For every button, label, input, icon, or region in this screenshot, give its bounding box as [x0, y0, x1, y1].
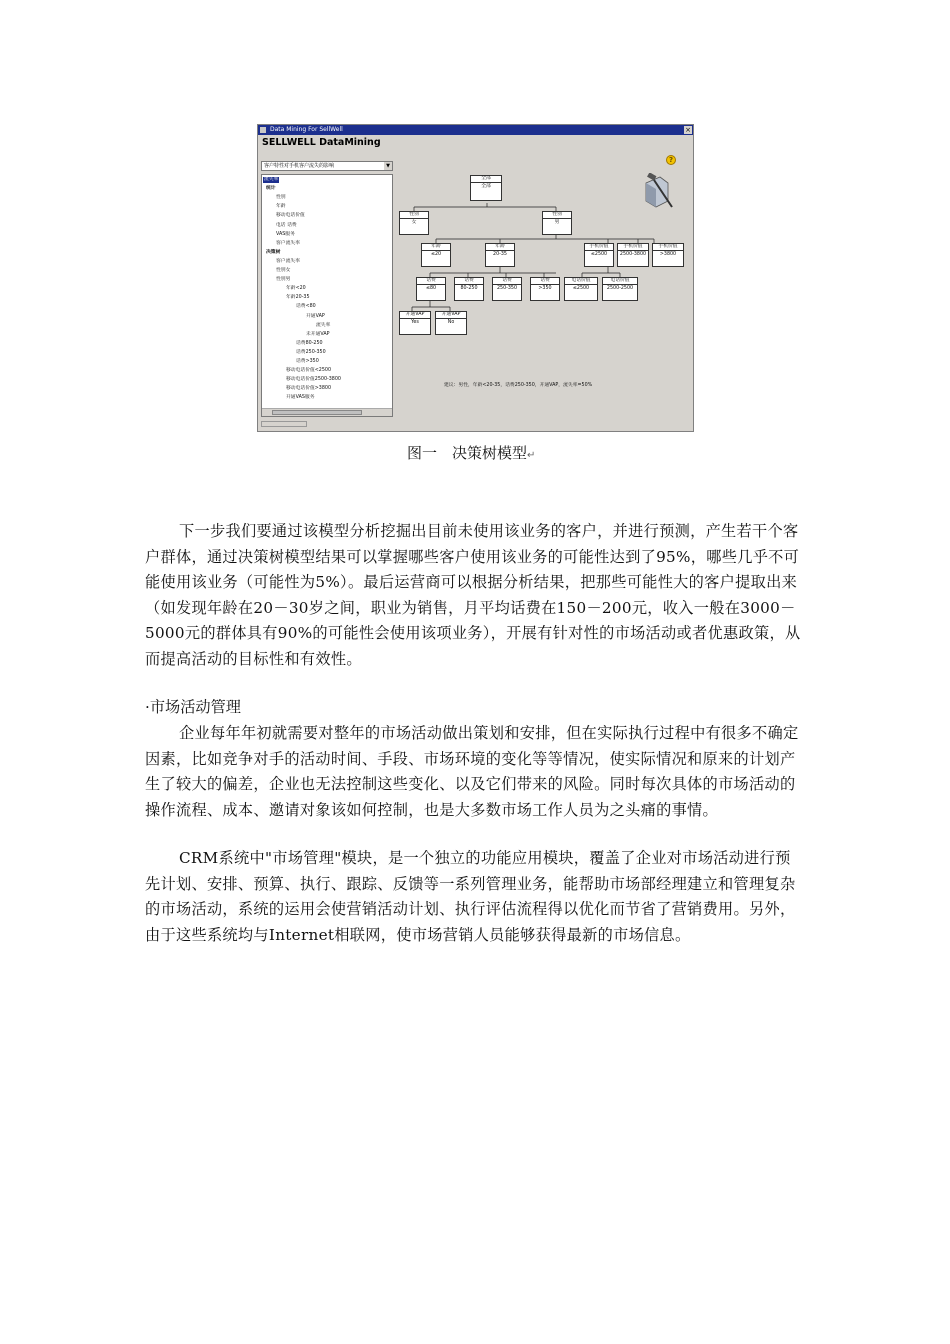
- tree-node-male[interactable]: [542, 211, 572, 235]
- tree-node-value: 女: [411, 220, 417, 225]
- tree-node-value: ≤20: [430, 252, 442, 257]
- tree-node-header: 年龄: [486, 244, 514, 251]
- paragraph-planning: [145, 721, 805, 823]
- tree-node-value: 2500-2500: [606, 286, 634, 291]
- tree-item[interactable]: 决策树: [266, 249, 281, 255]
- tree-item[interactable]: 开通VAP: [306, 313, 325, 319]
- tree-node-header: 性别: [543, 212, 571, 219]
- tree-node-header: 话费: [493, 278, 521, 285]
- tree-node-vap-no[interactable]: [435, 311, 467, 335]
- tree-node-value: ≤2500: [572, 286, 590, 291]
- tree-node-header: 话费: [417, 278, 445, 285]
- close-icon[interactable]: ×: [685, 126, 691, 134]
- tree-item[interactable]: 话费80-250: [296, 340, 323, 346]
- scrollbar-thumb[interactable]: [272, 410, 362, 415]
- tree-item[interactable]: 流失率: [264, 177, 279, 182]
- tree-item[interactable]: 话费>350: [296, 359, 319, 364]
- tree-node-value: 2500-3800: [619, 252, 647, 257]
- tree-node-header: 年龄: [422, 244, 450, 251]
- tree-pane[interactable]: [261, 174, 393, 417]
- tree-connectors: [396, 173, 694, 373]
- tree-item[interactable]: 统计: [266, 186, 276, 192]
- tree-node-value: 20-35: [493, 252, 507, 257]
- tree-item[interactable]: 开通VAS服务: [286, 395, 315, 401]
- paragraph-planning-text: 企业每年年初就需要对整年的市场活动做出策划和安排，但在实际执行过程中有很多不确定因素，比如竞争对手的活动时间、手段、市场环境的变化等等情况，使实际情况和原来的计划产生了较大的偏差，企业也无法控制这些变化、以及它们带来的风险。同时每次具体的市场活动的操作流程、成本、邀请对象该如何控制，也是大多数市场工作人员为之头痛的事情。: [145, 724, 799, 819]
- paragraph-prediction: [145, 519, 805, 673]
- datamining-window: [257, 124, 694, 432]
- tree-item[interactable]: 性别女: [276, 268, 291, 273]
- tree-node-value: ≤2500: [590, 252, 608, 257]
- analysis-select[interactable]: [261, 161, 393, 171]
- app-icon: [260, 127, 266, 133]
- tree-node-value: ≤80: [425, 286, 437, 291]
- tree-item[interactable]: 话费250-350: [296, 349, 326, 355]
- paragraph-mark: ↵: [527, 450, 536, 461]
- window-title: Data Mining For SellWell: [270, 126, 343, 133]
- brand-title: SELLWELL DataMining: [262, 137, 381, 148]
- tree-node-header: 性别: [400, 212, 428, 219]
- tree-item[interactable]: 性别男: [276, 277, 291, 283]
- tree-node-fee-1[interactable]: [416, 277, 446, 301]
- tree-item[interactable]: 流失率: [316, 322, 331, 328]
- analysis-select-value: 客户特性对手机客户流失的影响: [264, 163, 335, 169]
- tree-item[interactable]: 移动电话价值<2500: [286, 368, 332, 374]
- tree-node-age-2[interactable]: [485, 243, 515, 267]
- tree-node-header: 手机价值: [585, 244, 613, 251]
- tree-node-value: Yes: [411, 320, 419, 325]
- paragraph-crm: [145, 846, 805, 948]
- tree-node-header: 电话价值: [565, 278, 597, 285]
- tree-item[interactable]: 性别: [276, 195, 286, 201]
- tree-node-header: 全部: [471, 176, 501, 183]
- tree-item[interactable]: 移动电话价值>3800: [286, 386, 332, 392]
- figure-caption-text: 图一 决策树模型: [407, 444, 528, 462]
- tree-node-fee-2[interactable]: [454, 277, 484, 301]
- tree-item[interactable]: 客户流失率: [276, 258, 300, 264]
- chevron-down-icon[interactable]: ▼: [384, 162, 392, 170]
- tree-item[interactable]: 话费<80: [296, 304, 316, 310]
- tree-item[interactable]: 移动电话价值: [276, 213, 305, 219]
- tree-node-phone-2[interactable]: [617, 243, 649, 267]
- status-bar: [261, 421, 307, 427]
- tree-item[interactable]: 客户流失率: [276, 240, 300, 246]
- tree-item[interactable]: 年龄<20: [286, 286, 306, 292]
- tree-node-value: >3800: [659, 252, 677, 257]
- tree-node-fee-3[interactable]: [492, 277, 522, 301]
- tree-node-header: 话费: [531, 278, 559, 285]
- tree-item[interactable]: 移动电话价值2500-3800: [286, 377, 341, 383]
- tree-item[interactable]: 未开通VAP: [306, 331, 330, 337]
- horizontal-scrollbar[interactable]: [262, 408, 392, 416]
- help-icon[interactable]: ?: [666, 155, 676, 165]
- tree-node-header: 开通VAP: [400, 312, 430, 319]
- tree-node-value: 80-250: [460, 286, 478, 291]
- tree-item[interactable]: VAS服务: [276, 231, 295, 237]
- tree-legend: 建议：男性，年龄<20-35，话费250-350，开通VAP，流失率=50%: [444, 383, 593, 388]
- tree-item[interactable]: 年龄: [276, 204, 286, 210]
- tree-node-value: 全部: [481, 184, 491, 189]
- tree-node-header: 电话价值: [603, 278, 637, 285]
- tree-item[interactable]: 电话 话费: [276, 222, 297, 228]
- tree-node-female[interactable]: [399, 211, 429, 235]
- tree-node-value: No: [447, 320, 455, 325]
- tree-node-value: 男: [554, 220, 560, 225]
- window-titlebar: [258, 125, 693, 135]
- paragraph-prediction-text: 下一步我们要通过该模型分析挖掘出目前未使用该业务的客户，并进行预测，产生若干个客户群体，通过决策树模型结果可以掌握哪些客户使用该业务的可能性达到了95%，哪些几乎不可能使用该业务（可能性为5%）。最后运营商可以根据分析结果，把那些可能性大的客户提取出来（如发现年龄在20－30岁之间，职业为销售，月平均话费在150－200元，收入一般在3000－5000元的群体具有90%的可能性会使用该项业务），开展有针对性的市场活动或者优惠政策，从而提高活动的目标性和有效性。: [145, 522, 801, 668]
- tree-node-phone-3[interactable]: [652, 243, 684, 267]
- tree-node-phone-1[interactable]: [584, 243, 614, 267]
- section-heading-marketing: ·市场活动管理: [145, 698, 241, 716]
- tree-node-value: 250-350: [496, 286, 518, 291]
- tree-node-header: 手机价值: [653, 244, 683, 251]
- tree-node-vap-yes[interactable]: [399, 311, 431, 335]
- figure-caption: [407, 442, 535, 463]
- tree-node-pfee-2[interactable]: [602, 277, 638, 301]
- tree-node-value: >350: [538, 286, 552, 291]
- tree-item[interactable]: 年龄20-35: [286, 295, 310, 301]
- tree-node-header: 话费: [455, 278, 483, 285]
- tree-node-root[interactable]: [470, 175, 502, 201]
- tree-node-header: 开通VAP: [436, 312, 466, 319]
- tree-node-fee-4[interactable]: [530, 277, 560, 301]
- tree-node-age-1[interactable]: [421, 243, 451, 267]
- tree-node-pfee-1[interactable]: [564, 277, 598, 301]
- paragraph-crm-text: CRM系统中"市场管理"模块，是一个独立的功能应用模块，覆盖了企业对市场活动进行预先计划、安排、预算、执行、跟踪、反馈等一系列管理业务，能帮助市场部经理建立和管理复杂的市场活动，系统的运用会使营销活动计划、执行评估流程得以优化而节省了营销费用。另外，由于这些系统均与Internet相联网，使市场营销人员能够获得最新的市场信息。: [145, 849, 796, 944]
- tree-node-header: 手机价值: [618, 244, 648, 251]
- figure-screenshot: [257, 124, 695, 464]
